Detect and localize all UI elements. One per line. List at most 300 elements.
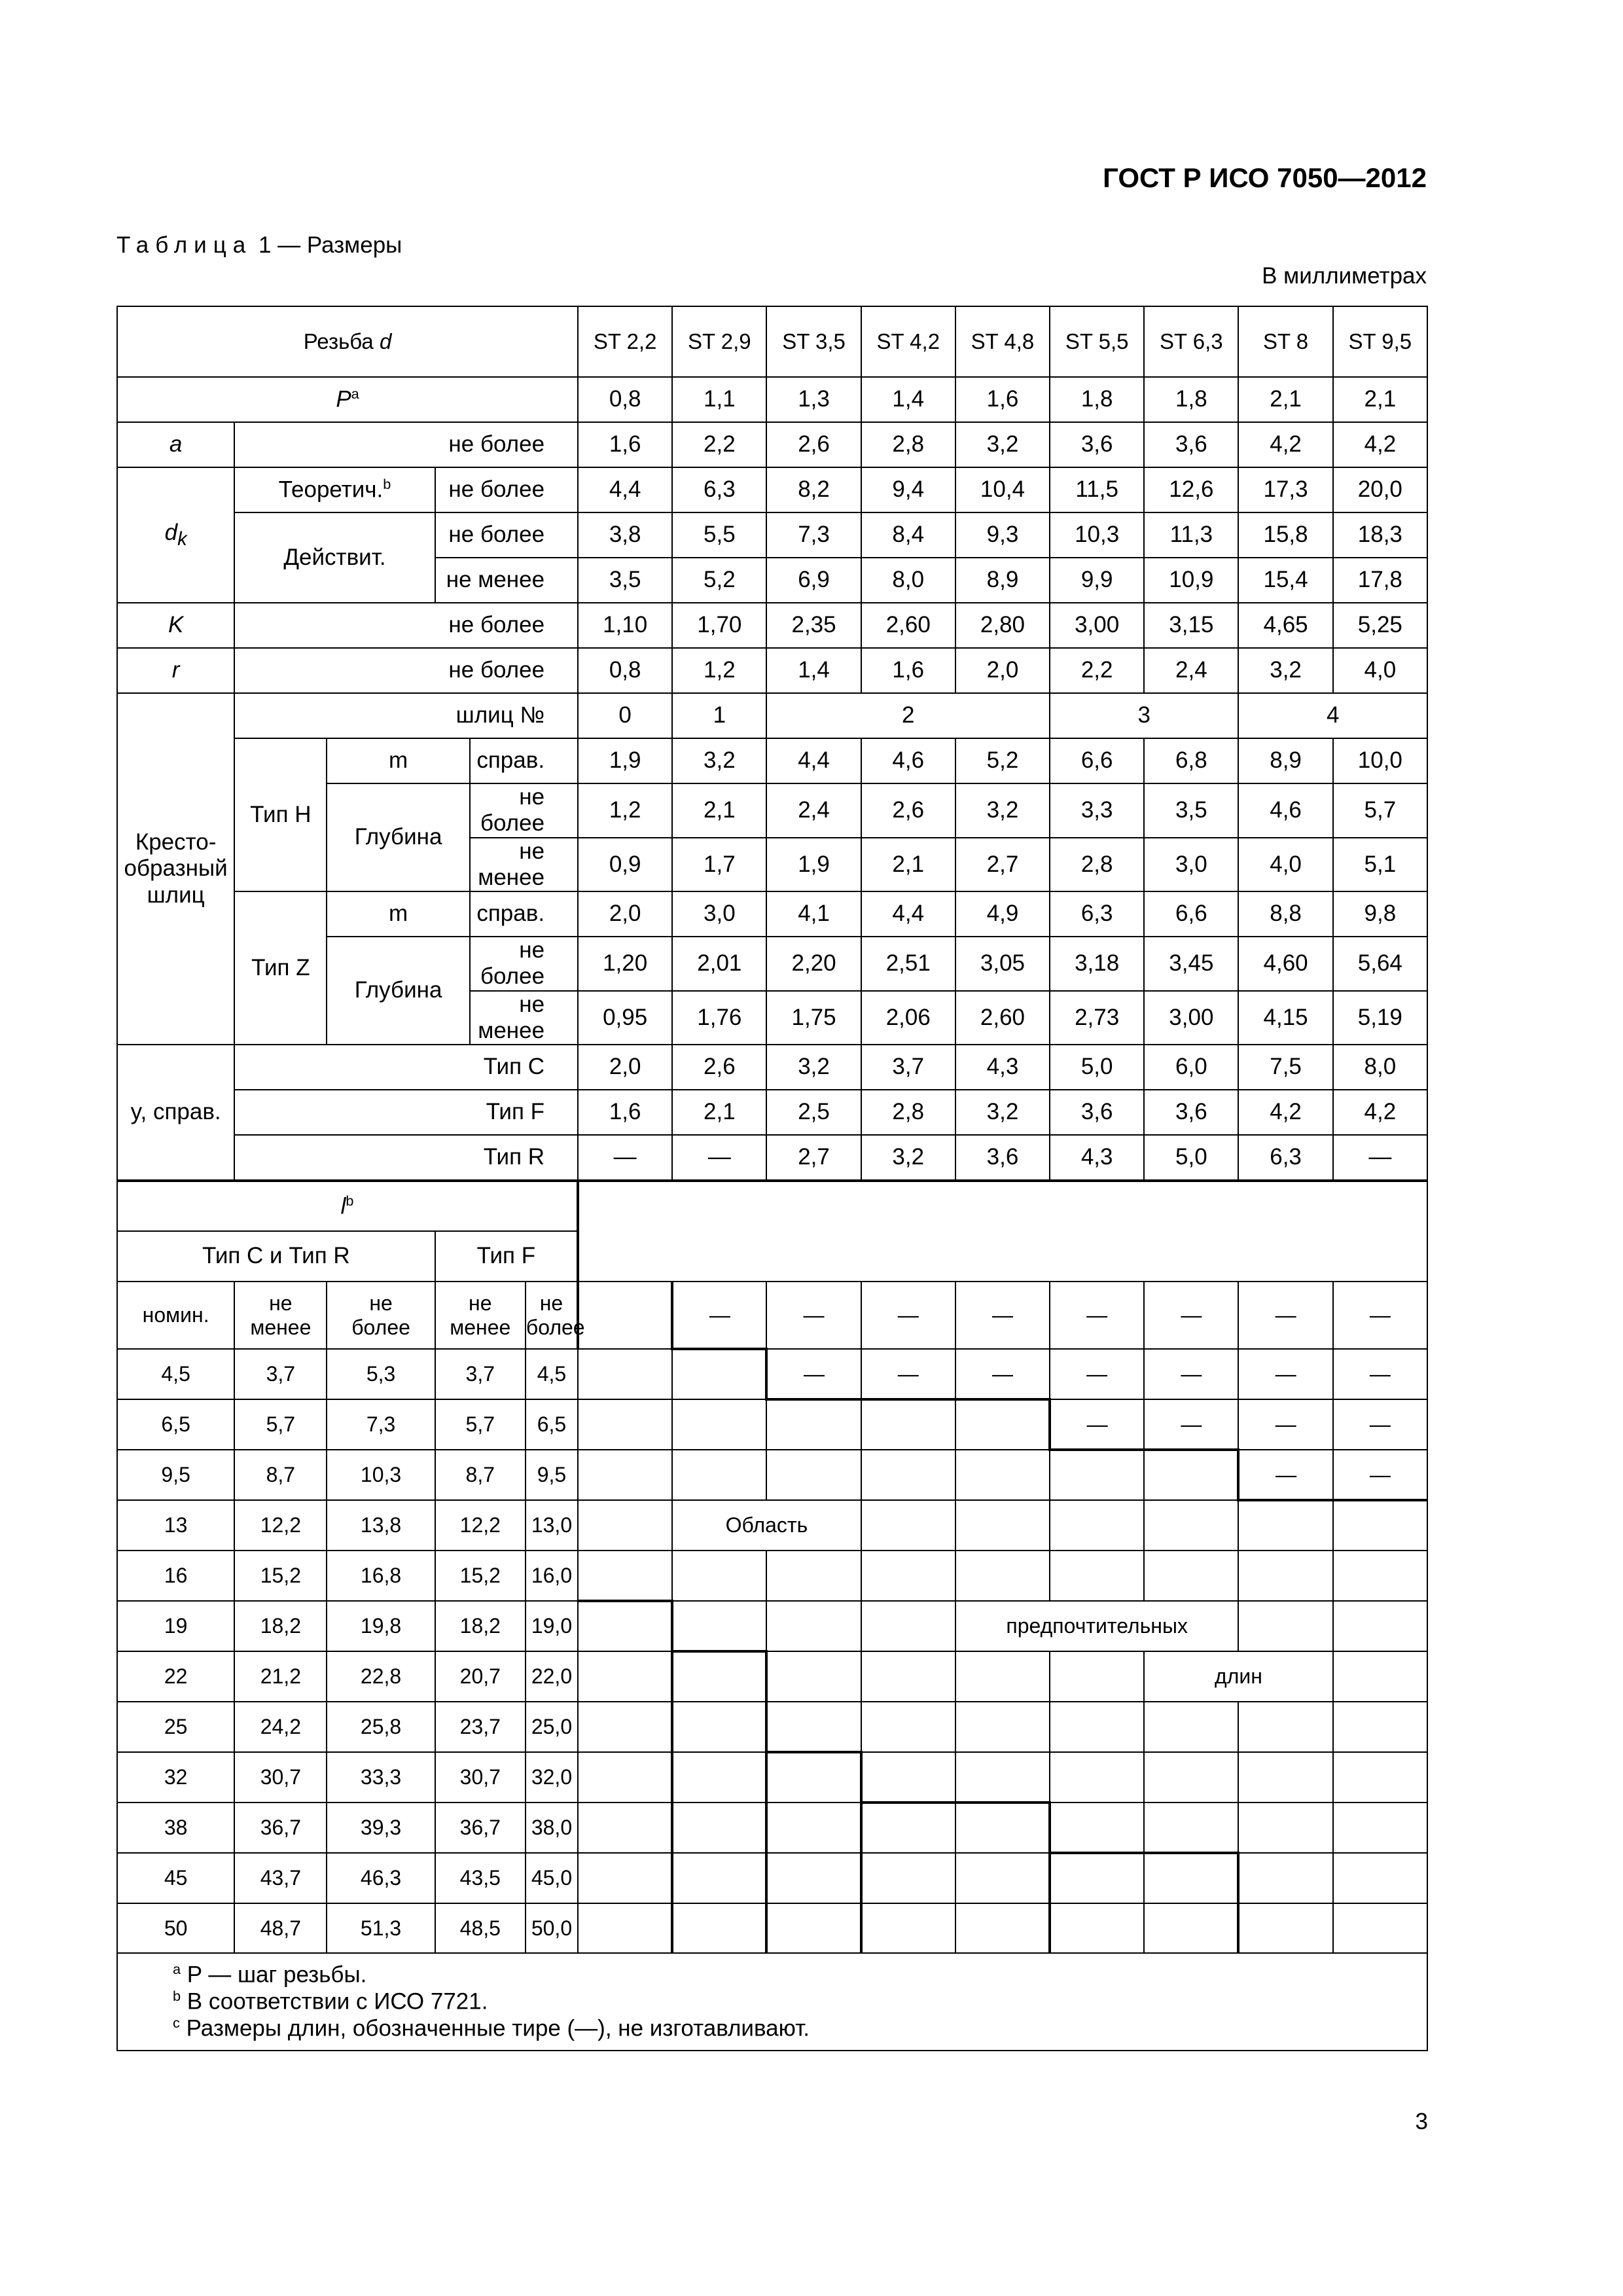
- z-m-value: 4,9: [955, 891, 1050, 937]
- a-symbol: a: [169, 431, 183, 457]
- y-r-value: 6,3: [1238, 1135, 1332, 1181]
- y-r-value: 5,0: [1144, 1135, 1238, 1181]
- h-m-value: 1,9: [578, 738, 672, 783]
- p-value: 1,6: [955, 377, 1050, 422]
- row-h-m: [117, 738, 1427, 783]
- document-code: ГОСТ Р ИСО 7050—2012: [1103, 162, 1427, 193]
- length-cr-min: 5,7: [234, 1399, 327, 1450]
- length-cr-max: 10,3: [327, 1450, 435, 1500]
- length-grid-cell: [766, 1752, 861, 1803]
- y-f-value: 1,6: [578, 1090, 672, 1135]
- y-c-value: 5,0: [1050, 1045, 1144, 1090]
- length-grid-cell: [578, 1601, 672, 1651]
- length-grid-cell: [1050, 1702, 1144, 1752]
- length-grid-cell: [672, 1903, 766, 1953]
- l-label: [117, 1181, 578, 1231]
- z-max-value: 3,05: [955, 937, 1050, 991]
- length-nominal: 38: [117, 1803, 234, 1853]
- dk-teor-value: 20,0: [1333, 467, 1427, 512]
- length-grid-cell: [1050, 1500, 1144, 1551]
- length-cr-max: 7,3: [327, 1399, 435, 1450]
- y-r-value: —: [1333, 1135, 1427, 1181]
- table-caption: [116, 232, 402, 259]
- length-grid-cell: [672, 1601, 766, 1651]
- length-grid-cell: [578, 1651, 672, 1702]
- length-cr-min: 18,2: [234, 1601, 327, 1651]
- cross-slot-label: [117, 693, 234, 1045]
- length-grid-cell: [672, 1803, 766, 1853]
- thread-symbol: d: [379, 329, 392, 354]
- length-row: [117, 1651, 1427, 1702]
- h-max-value: 2,6: [861, 783, 955, 838]
- h-max-value: 3,2: [955, 783, 1050, 838]
- length-f-min: 12,2: [435, 1500, 526, 1551]
- length-f-max: 16,0: [526, 1551, 578, 1601]
- p-symbol: P: [336, 386, 351, 412]
- h-min-value: 4,0: [1238, 838, 1332, 892]
- z-m-label: m: [327, 891, 469, 937]
- p-sup: a: [351, 386, 359, 403]
- length-f-min: 20,7: [435, 1651, 526, 1702]
- dk-min-value: 15,4: [1238, 558, 1332, 603]
- length-f-max: 45,0: [526, 1853, 578, 1903]
- length-grid-cell: [1238, 1853, 1332, 1903]
- length-grid-cell: [861, 1702, 955, 1752]
- y-f-value: 2,5: [766, 1090, 861, 1135]
- k-value: 4,65: [1238, 603, 1332, 648]
- dk-teor-value: 11,5: [1050, 467, 1144, 512]
- p-value: 1,8: [1050, 377, 1144, 422]
- length-grid-cell: [578, 1282, 672, 1349]
- l-cr-label: Тип C и Тип R: [117, 1231, 435, 1282]
- dk-teor-limit: не более: [435, 467, 578, 512]
- h-m-value: 6,8: [1144, 738, 1238, 783]
- length-cr-max: 5,3: [327, 1349, 435, 1399]
- length-nominal: 4,5: [117, 1349, 234, 1399]
- dk-teor-value: 8,2: [766, 467, 861, 512]
- a-value: 2,8: [861, 422, 955, 467]
- r-value: 0,8: [578, 648, 672, 693]
- k-value: 2,60: [861, 603, 955, 648]
- length-grid-cell: [672, 1702, 766, 1752]
- r-value: 2,0: [955, 648, 1050, 693]
- slot-number: 2: [766, 693, 1050, 738]
- length-grid-cell: [766, 1450, 861, 1500]
- dk-label: [117, 467, 234, 603]
- length-grid-cell: [1238, 1702, 1332, 1752]
- r-value: 1,6: [861, 648, 955, 693]
- not-made-dash: —: [1050, 1349, 1144, 1399]
- y-f-value: 4,2: [1238, 1090, 1332, 1135]
- y-f-value: 3,6: [1144, 1090, 1238, 1135]
- z-max-value: 4,60: [1238, 937, 1332, 991]
- length-grid-cell: [861, 1651, 955, 1702]
- note-mark: b: [173, 1988, 181, 2005]
- length-grid-cell: [578, 1450, 672, 1500]
- not-made-dash: —: [1333, 1349, 1427, 1399]
- h-max-value: 2,4: [766, 783, 861, 838]
- cross-label-2: образный: [124, 855, 228, 882]
- r-value: 2,4: [1144, 648, 1238, 693]
- length-grid-cell: [1333, 1853, 1427, 1903]
- h-min-limit: не менее: [470, 838, 578, 892]
- length-nominal: 32: [117, 1752, 234, 1803]
- length-grid-cell: [578, 1803, 672, 1853]
- not-made-dash: —: [1144, 1399, 1238, 1450]
- length-f-min: 8,7: [435, 1450, 526, 1500]
- not-made-dash: —: [1144, 1282, 1238, 1349]
- dk-max-value: 7,3: [766, 512, 861, 558]
- y-f-value: 3,6: [1050, 1090, 1144, 1135]
- y-f-value: 4,2: [1333, 1090, 1427, 1135]
- dk-min-value: 3,5: [578, 558, 672, 603]
- a-label: [117, 422, 234, 467]
- size-header: ST 2,9: [672, 306, 766, 377]
- dk-max-value: 3,8: [578, 512, 672, 558]
- y-r-value: —: [672, 1135, 766, 1181]
- teor-text: Теоретич.: [278, 476, 383, 503]
- length-f-min: 23,7: [435, 1702, 526, 1752]
- h-min-value: 2,8: [1050, 838, 1144, 892]
- length-f-min: 30,7: [435, 1752, 526, 1803]
- dk-max-value: 11,3: [1144, 512, 1238, 558]
- length-row: [117, 1803, 1427, 1853]
- dk-max-value: 5,5: [672, 512, 766, 558]
- length-row: [117, 1551, 1427, 1601]
- not-made-dash: —: [1144, 1349, 1238, 1399]
- row-y-f: [117, 1090, 1427, 1135]
- region-label-oblast: Область: [672, 1500, 861, 1551]
- p-value: 1,8: [1144, 377, 1238, 422]
- z-max-value: 2,51: [861, 937, 955, 991]
- y-f-value: 3,2: [955, 1090, 1050, 1135]
- length-grid-cell: [766, 1853, 861, 1903]
- k-value: 1,10: [578, 603, 672, 648]
- a-value: 3,6: [1144, 422, 1238, 467]
- dk-teor-value: 9,4: [861, 467, 955, 512]
- length-cr-min: 3,7: [234, 1349, 327, 1399]
- dk-min-value: 17,8: [1333, 558, 1427, 603]
- length-row: [117, 1702, 1427, 1752]
- length-grid-cell: [861, 1450, 955, 1500]
- length-grid-cell: [672, 1349, 766, 1399]
- z-max-value: 3,18: [1050, 937, 1144, 991]
- not-made-dash: —: [1333, 1399, 1427, 1450]
- length-f-min: 18,2: [435, 1601, 526, 1651]
- p-value: 1,3: [766, 377, 861, 422]
- length-grid-cell: [861, 1500, 955, 1551]
- h-m-sprav: справ.: [470, 738, 578, 783]
- r-value: 3,2: [1238, 648, 1332, 693]
- length-f-max: 9,5: [526, 1450, 578, 1500]
- row-l-cols: [117, 1282, 1427, 1349]
- dk-teor-value: 4,4: [578, 467, 672, 512]
- h-max-value: 3,3: [1050, 783, 1144, 838]
- length-f-max: 32,0: [526, 1752, 578, 1803]
- length-cr-max: 25,8: [327, 1702, 435, 1752]
- not-made-dash: —: [1238, 1282, 1332, 1349]
- a-value: 2,2: [672, 422, 766, 467]
- h-max-value: 1,2: [578, 783, 672, 838]
- ne-bolee-header: [526, 1282, 585, 1349]
- note-mark: a: [173, 1961, 181, 1978]
- z-min-value: 2,60: [955, 991, 1050, 1045]
- length-cr-max: 33,3: [327, 1752, 435, 1803]
- length-grid-cell: [1333, 1702, 1427, 1752]
- z-min-value: 5,19: [1333, 991, 1427, 1045]
- y-r-value: —: [578, 1135, 672, 1181]
- h-m-value: 4,6: [861, 738, 955, 783]
- type-h-label: Тип H: [234, 738, 327, 891]
- length-f-min: 48,5: [435, 1903, 526, 1953]
- length-grid-cell: [766, 1702, 861, 1752]
- size-header: ST 9,5: [1333, 306, 1427, 377]
- note-mark: c: [173, 2014, 180, 2031]
- dk-min-value: 10,9: [1144, 558, 1238, 603]
- z-min-value: 4,15: [1238, 991, 1332, 1045]
- length-row: [117, 1399, 1427, 1450]
- dk-max-value: 15,8: [1238, 512, 1332, 558]
- length-cr-min: 43,7: [234, 1853, 327, 1903]
- notes-row: [117, 1953, 1427, 2051]
- y-c-value: 3,2: [766, 1045, 861, 1090]
- length-grid-cell: [1050, 1450, 1144, 1500]
- length-nominal: 50: [117, 1903, 234, 1953]
- y-type-c-label: Тип C: [234, 1045, 578, 1090]
- length-grid-cell: [1144, 1551, 1238, 1601]
- length-grid-cell: [1050, 1752, 1144, 1803]
- dk-sub: k: [177, 528, 187, 550]
- r-symbol: r: [171, 657, 180, 683]
- length-grid-cell: [955, 1651, 1050, 1702]
- length-f-max: 13,0: [526, 1500, 578, 1551]
- z-min-value: 2,73: [1050, 991, 1144, 1045]
- r-label: [117, 648, 234, 693]
- bolee-text: более: [526, 1315, 585, 1339]
- row-k: [117, 603, 1427, 648]
- length-grid-cell: [861, 1803, 955, 1853]
- length-f-max: 22,0: [526, 1651, 578, 1702]
- not-made-dash: —: [766, 1349, 861, 1399]
- y-type-r-label: Тип R: [234, 1135, 578, 1181]
- length-grid-cell: [1144, 1803, 1238, 1853]
- table-note: [173, 1988, 1427, 2015]
- length-cr-max: 19,8: [327, 1601, 435, 1651]
- not-made-dash: —: [955, 1349, 1050, 1399]
- length-grid-cell: [861, 1551, 955, 1601]
- teor-label: [234, 467, 435, 512]
- h-max-value: 5,7: [1333, 783, 1427, 838]
- length-row: [117, 1349, 1427, 1399]
- dk-teor-value: 17,3: [1238, 467, 1332, 512]
- size-header: ST 3,5: [766, 306, 861, 377]
- p-value: 0,8: [578, 377, 672, 422]
- size-header: ST 2,2: [578, 306, 672, 377]
- not-made-dash: —: [1238, 1399, 1332, 1450]
- length-grid-cell: [1144, 1450, 1238, 1500]
- length-f-max: 38,0: [526, 1803, 578, 1853]
- length-grid-cell: [1333, 1601, 1427, 1651]
- y-c-value: 3,7: [861, 1045, 955, 1090]
- y-label: y, справ.: [117, 1045, 234, 1181]
- length-grid-cell: [766, 1803, 861, 1853]
- length-grid-cell: [1050, 1651, 1144, 1702]
- not-made-dash: —: [861, 1349, 955, 1399]
- slot-number: 1: [672, 693, 766, 738]
- r-limit: не более: [234, 648, 578, 693]
- dk-min-value: 9,9: [1050, 558, 1144, 603]
- length-grid-cell: [672, 1450, 766, 1500]
- k-value: 2,35: [766, 603, 861, 648]
- a-value: 3,2: [955, 422, 1050, 467]
- menee-text: менее: [450, 1315, 511, 1339]
- length-grid-cell: [578, 1551, 672, 1601]
- length-grid-cell: [578, 1853, 672, 1903]
- ne-bolee-header: [327, 1282, 435, 1349]
- z-max-value: 1,20: [578, 937, 672, 991]
- length-grid-cell: [1144, 1702, 1238, 1752]
- dk-max-limit: не более: [435, 512, 578, 558]
- length-grid-cell: [1333, 1651, 1427, 1702]
- dk-symbol: d: [164, 519, 178, 545]
- length-grid-cell: [672, 1399, 766, 1450]
- dk-max-value: 8,4: [861, 512, 955, 558]
- z-m-value: 8,8: [1238, 891, 1332, 937]
- length-grid-cell: [1144, 1853, 1238, 1903]
- h-min-value: 1,9: [766, 838, 861, 892]
- length-grid-cell: [955, 1399, 1050, 1450]
- k-limit: не более: [234, 603, 578, 648]
- a-value: 4,2: [1333, 422, 1427, 467]
- length-row: [117, 1752, 1427, 1803]
- length-cr-min: 24,2: [234, 1702, 327, 1752]
- z-max-limit: не более: [470, 937, 578, 991]
- slot-number: 4: [1238, 693, 1427, 738]
- cross-label-1: Кресто-: [135, 829, 217, 855]
- z-min-limit: не менее: [470, 991, 578, 1045]
- length-grid-cell: [766, 1601, 861, 1651]
- y-c-value: 2,0: [578, 1045, 672, 1090]
- y-r-value: 4,3: [1050, 1135, 1144, 1181]
- length-grid-cell: [955, 1500, 1050, 1551]
- teor-sup: b: [383, 476, 391, 493]
- y-c-value: 7,5: [1238, 1045, 1332, 1090]
- length-grid-cell: [955, 1752, 1050, 1803]
- length-grid-cell: [1333, 1500, 1427, 1551]
- dk-min-value: 8,0: [861, 558, 955, 603]
- z-m-value: 4,1: [766, 891, 861, 937]
- slot-label: шлиц №: [234, 693, 578, 738]
- length-grid-cell: [672, 1752, 766, 1803]
- length-grid-cell: [1144, 1500, 1238, 1551]
- row-slot: [117, 693, 1427, 738]
- length-f-max: 50,0: [526, 1903, 578, 1953]
- z-depth-label: Глубина: [327, 937, 469, 1045]
- length-f-min: 5,7: [435, 1399, 526, 1450]
- length-grid-cell: [861, 1601, 955, 1651]
- z-max-value: 3,45: [1144, 937, 1238, 991]
- length-cr-max: 22,8: [327, 1651, 435, 1702]
- length-grid-cell: [861, 1853, 955, 1903]
- z-m-value: 4,4: [861, 891, 955, 937]
- p-value: 1,4: [861, 377, 955, 422]
- length-grid-cell: [1050, 1903, 1144, 1953]
- ne-text: не: [539, 1291, 563, 1315]
- length-row: [117, 1853, 1427, 1903]
- length-grid-cell: [1238, 1601, 1332, 1651]
- y-r-value: 3,2: [861, 1135, 955, 1181]
- ne-text: не: [469, 1291, 492, 1315]
- h-m-value: 8,9: [1238, 738, 1332, 783]
- length-grid-cell: [955, 1450, 1050, 1500]
- size-header: ST 8: [1238, 306, 1332, 377]
- not-made-dash: —: [672, 1282, 766, 1349]
- thread-label: Резьба: [303, 329, 374, 354]
- length-row: [117, 1601, 1427, 1651]
- p-value: 2,1: [1333, 377, 1427, 422]
- length-nominal: 25: [117, 1702, 234, 1752]
- row-dk-max: [117, 512, 1427, 558]
- length-f-min: 36,7: [435, 1803, 526, 1853]
- length-cr-min: 30,7: [234, 1752, 327, 1803]
- length-grid-cell: [766, 1399, 861, 1450]
- row-y-c: [117, 1045, 1427, 1090]
- length-grid-cell: [1238, 1752, 1332, 1803]
- length-grid-cell: [672, 1651, 766, 1702]
- y-c-value: 8,0: [1333, 1045, 1427, 1090]
- slot-number: 0: [578, 693, 672, 738]
- dk-max-value: 9,3: [955, 512, 1050, 558]
- y-r-value: 2,7: [766, 1135, 861, 1181]
- length-cr-max: 51,3: [327, 1903, 435, 1953]
- size-header: ST 5,5: [1050, 306, 1144, 377]
- length-grid-cell: [1144, 1903, 1238, 1953]
- dk-min-limit: не менее: [435, 558, 578, 603]
- y-f-value: 2,8: [861, 1090, 955, 1135]
- p-value: 1,1: [672, 377, 766, 422]
- a-value: 1,6: [578, 422, 672, 467]
- row-dk-teor: [117, 467, 1427, 512]
- size-header: ST 6,3: [1144, 306, 1238, 377]
- a-value: 3,6: [1050, 422, 1144, 467]
- h-min-value: 3,0: [1144, 838, 1238, 892]
- z-m-sprav: справ.: [470, 891, 578, 937]
- h-min-value: 0,9: [578, 838, 672, 892]
- z-min-value: 1,76: [672, 991, 766, 1045]
- dimensions-table: [116, 306, 1428, 2051]
- length-cr-min: 8,7: [234, 1450, 327, 1500]
- z-m-value: 9,8: [1333, 891, 1427, 937]
- size-header: ST 4,2: [861, 306, 955, 377]
- length-grid-cell: [955, 1803, 1050, 1853]
- h-min-value: 1,7: [672, 838, 766, 892]
- length-grid-cell: [1050, 1853, 1144, 1903]
- row-y-r: [117, 1135, 1427, 1181]
- p-value: 2,1: [1238, 377, 1332, 422]
- z-min-value: 0,95: [578, 991, 672, 1045]
- y-c-value: 2,6: [672, 1045, 766, 1090]
- page-number: 3: [1415, 2109, 1428, 2134]
- z-min-value: 3,00: [1144, 991, 1238, 1045]
- not-made-dash: —: [1333, 1450, 1427, 1500]
- length-grid-cell: [766, 1903, 861, 1953]
- length-grid-cell: [955, 1551, 1050, 1601]
- h-m-value: 6,6: [1050, 738, 1144, 783]
- region-label-preferred: предпочтительных: [955, 1601, 1239, 1651]
- l-f-label: Тип F: [435, 1231, 578, 1282]
- length-grid-cell: [955, 1903, 1050, 1953]
- row-a: [117, 422, 1427, 467]
